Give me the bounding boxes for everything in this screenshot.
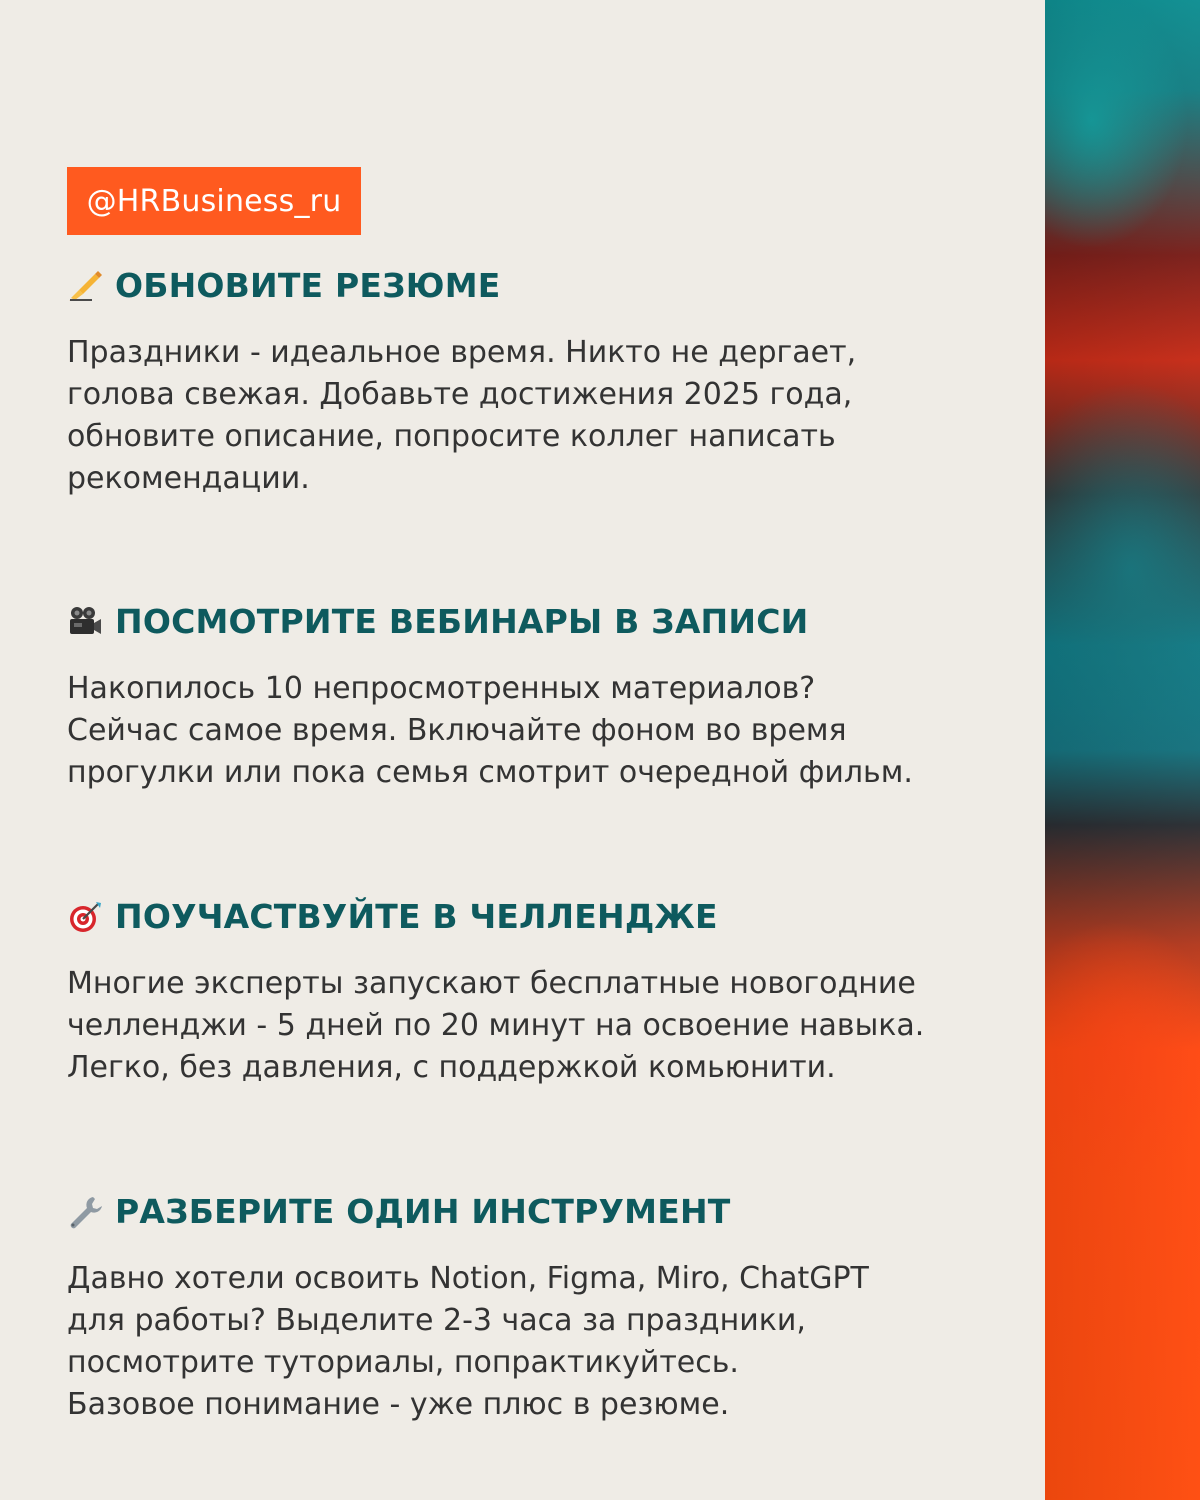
body-line: Многие эксперты запускают бесплатные новогодние [67,966,916,1001]
section-body [67,1258,1027,1426]
wrench-icon [67,1194,103,1230]
body-line: Накопилось 10 непросмотренных материалов? [67,671,816,706]
body-line: челленджи - 5 дней по 20 минут на освоение навыка. [67,1008,925,1043]
section-body [67,332,1027,500]
section-title: ПОСМОТРИТЕ ВЕБИНАРЫ В ЗАПИСИ [115,602,809,641]
section-body [67,668,1027,794]
body-line: посмотрите туториалы, попрактикуйтесь. [67,1345,739,1380]
body-line: Базовое понимание - уже плюс в резюме. [67,1387,730,1422]
body-line: голова свежая. Добавьте достижения 2025 года, [67,377,853,412]
body-line: Легко, без давления, с поддержкой комьюнити. [67,1050,836,1085]
section-title: ПОУЧАСТВУЙТЕ В ЧЕЛЛЕНДЖЕ [115,897,718,936]
channel-handle: @HRBusiness_ru [86,183,342,219]
section-watch-webinars [67,602,1027,794]
section-update-resume [67,266,1027,500]
gradient-side-strip [1045,0,1200,1500]
body-line: рекомендации. [67,461,310,496]
body-line: для работы? Выделите 2-3 часа за праздники, [67,1303,806,1338]
channel-badge [67,167,361,235]
section-heading [67,602,1027,642]
body-line: прогулки или пока семья смотрит очередной фильм. [67,755,913,790]
writing-hand-icon [67,268,103,304]
body-line: Сейчас самое время. Включайте фоном во время [67,713,847,748]
movie-camera-icon [67,604,103,640]
section-heading [67,1192,1027,1232]
body-line: Давно хотели освоить Notion, Figma, Miro, ChatGPT [67,1261,869,1296]
body-line: обновите описание, попросите коллег написать [67,419,836,454]
section-join-challenge [67,897,1027,1089]
target-icon [67,899,103,935]
section-body [67,963,1027,1089]
section-heading [67,897,1027,937]
section-title: ОБНОВИТЕ РЕЗЮМЕ [115,266,501,305]
section-heading [67,266,1027,306]
section-learn-tool [67,1192,1027,1426]
body-line: Праздники - идеальное время. Никто не дергает, [67,335,857,370]
section-title: РАЗБЕРИТЕ ОДИН ИНСТРУМЕНТ [115,1192,731,1231]
